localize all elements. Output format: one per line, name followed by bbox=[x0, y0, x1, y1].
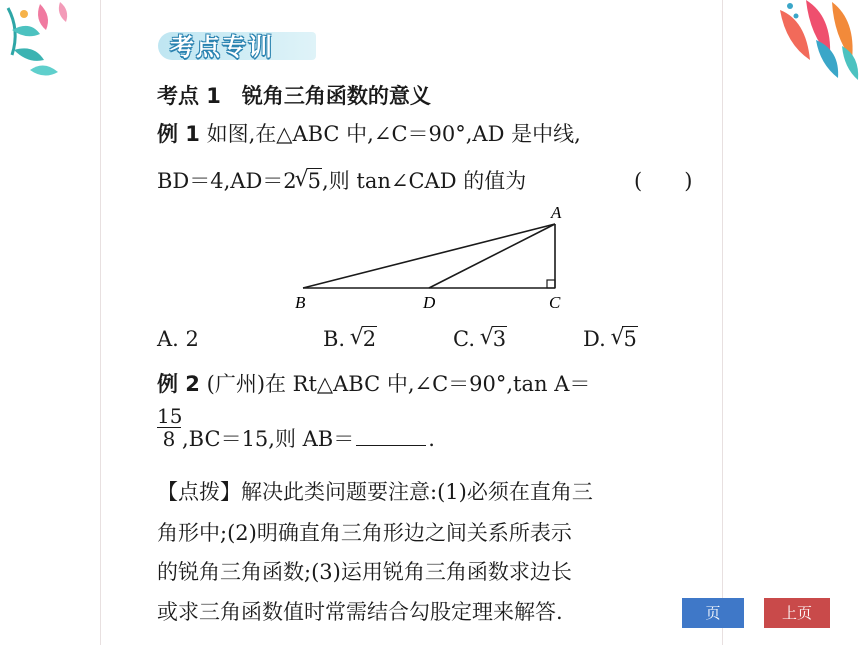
right-angle-mark bbox=[547, 280, 555, 288]
tip-line-2: 角形中;(2)明确直角三角形边之间关系所表示 bbox=[157, 521, 572, 545]
sqrt-symbol bbox=[482, 327, 507, 351]
answer-paren: ( ) bbox=[634, 169, 693, 193]
tip-line-3: 的锐角三角函数;(3)运用锐角三角函数求边长 bbox=[157, 560, 572, 584]
section-heading: 考点 1 锐角三角函数的意义 bbox=[157, 84, 431, 108]
triangle-figure bbox=[285, 202, 585, 317]
option-b-letter: B. bbox=[323, 327, 346, 351]
tip-line-4: 或求三角函数值时常需结合勾股定理来解答. bbox=[157, 600, 563, 624]
next-page-button[interactable]: 页 bbox=[682, 598, 744, 628]
example2-text1: (广州)在 Rt△ABC 中,∠C＝90°,tan A＝ bbox=[206, 372, 591, 396]
example1-line2 bbox=[157, 165, 526, 195]
segment-ab bbox=[303, 224, 555, 288]
option-b-value: 2 bbox=[362, 327, 377, 351]
label-b: B bbox=[295, 293, 306, 312]
example2-text2-post: . bbox=[428, 427, 435, 451]
option-a bbox=[157, 327, 199, 351]
tip-line-1: 【点拨】解决此类问题要注意:(1)必须在直角三 bbox=[157, 480, 593, 504]
section-banner bbox=[158, 28, 316, 66]
label-c: C bbox=[549, 293, 561, 312]
example1-radicand: 5 bbox=[307, 169, 322, 193]
label-a: A bbox=[551, 203, 562, 222]
example2-line1 bbox=[157, 368, 590, 398]
prev-page-button[interactable]: 上页 bbox=[764, 598, 830, 628]
example2-line2 bbox=[182, 423, 435, 453]
sqrt-symbol bbox=[352, 327, 377, 351]
example1-text2-pre: BD＝4,AD＝2 bbox=[157, 169, 297, 193]
right-border bbox=[722, 0, 723, 645]
banner-title: 考点专训 bbox=[170, 33, 274, 61]
fraction-numerator: 15 bbox=[157, 404, 183, 428]
option-a-letter: A. bbox=[157, 327, 179, 351]
sqrt-symbol bbox=[612, 327, 637, 351]
option-d-value: 5 bbox=[623, 327, 637, 351]
example1-label: 例 1 bbox=[157, 122, 200, 146]
option-c bbox=[453, 327, 507, 351]
leaf-decoration-right-icon bbox=[720, 0, 860, 90]
sqrt-symbol bbox=[297, 169, 322, 193]
fraction-denominator: 8 bbox=[162, 427, 176, 451]
example1-line1 bbox=[157, 118, 581, 148]
left-border bbox=[100, 0, 101, 645]
segment-ad bbox=[429, 224, 555, 288]
option-c-letter: C. bbox=[453, 327, 475, 351]
label-d: D bbox=[423, 293, 436, 312]
example1-text2-post: ,则 tan∠CAD 的值为 bbox=[322, 169, 527, 193]
answer-blank bbox=[356, 429, 426, 446]
leaf-decoration-left-icon bbox=[0, 0, 110, 90]
example1-text1: 如图,在△ABC 中,∠C＝90°,AD 是中线, bbox=[206, 122, 581, 146]
option-b bbox=[323, 327, 377, 351]
example2-text2-pre: ,BC＝15,则 AB＝ bbox=[182, 427, 355, 451]
option-d bbox=[583, 327, 638, 351]
option-d-letter: D. bbox=[583, 327, 606, 351]
option-c-value: 3 bbox=[492, 327, 507, 351]
example2-label: 例 2 bbox=[157, 372, 200, 396]
tan-fraction bbox=[157, 405, 181, 450]
option-a-value: 2 bbox=[185, 327, 199, 351]
